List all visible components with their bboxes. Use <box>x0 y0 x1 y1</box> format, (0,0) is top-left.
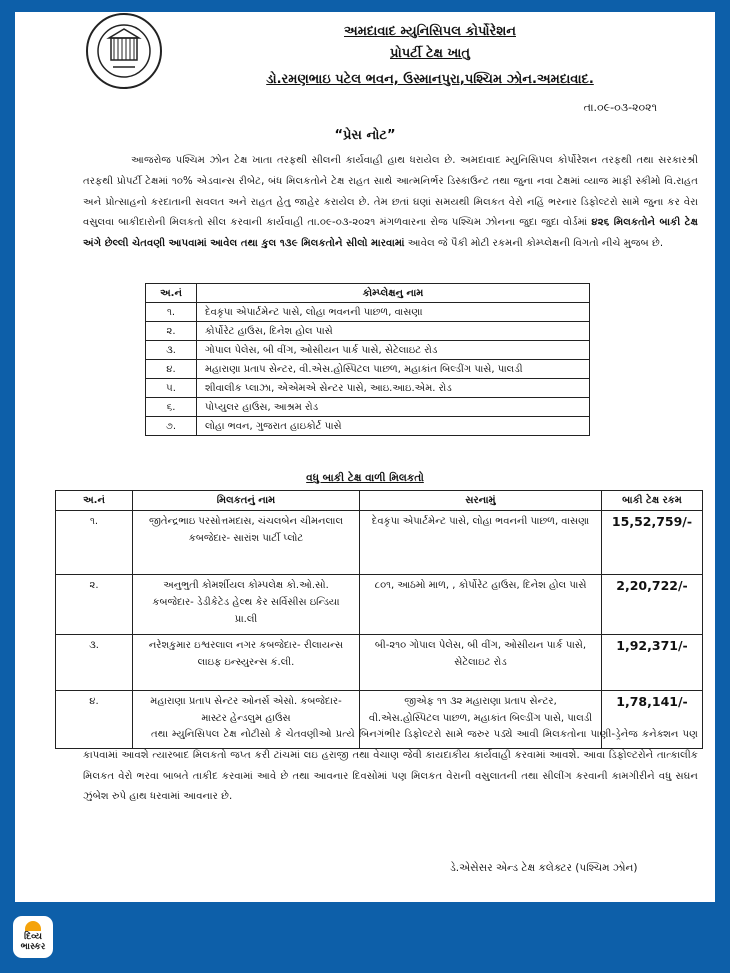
complex-table <box>145 283 590 436</box>
row-number: ૧. <box>146 303 197 322</box>
due-amount: 15,52,759/- <box>602 511 703 575</box>
row-number: ૩. <box>146 341 197 360</box>
row-number: ૧. <box>56 511 133 575</box>
property-address: ૮૦૧, આઠમો માળ, , કોર્પોરેટ હાઉસ, દિનેશ હોલ પાસે <box>360 575 602 635</box>
intro-text-1: આજરોજ પશ્ચિમ ઝોન ટેક્ષ ખાતા તરફથી સીલની કાર્યવાહી હાથ ધરાયેલ છે. અમદાવાદ મ્યુનિસિપલ કોર્પોરેશન તરફથી તથા સરકારશ્રી તરફથી પ્રોપર્ટી ટેક્ષમાં ૧૦% એડવાન્સ રીબેટ, બંધ મિલકતોને ટેક્ષ રાહત સાથે આત્મનિર્ભર ડિસ્કાઉન્ટ તથા જુના નવા ટેક્ષમાં વ્યાજ માફી સ્કીમો વિ.રાહત અને પ્રોત્સાહનો કરદાતાની સવલત અને રાહત હેતુ જાહેર કરાયેલ છે. તેમ છતાં ઘણાં સમયથી મિલકત વેરો નહિં ભરનાર ડિફોલ્ટરો સામે જુના કર વેરા વસુલવા બાકીદારોની મિલકતો સીલ કરવાની કાર્યવાહી તા.૦૯-૦૩-૨૦૨૧ મંગળવારના રોજ પશ્ચિમ ઝોનના જુદા જુદા વોર્ડમાં <box>83 155 698 229</box>
intro-bold-text: ૪૨૬ મિલકતોને બાકી ટેક્ષ અંગે છેલ્લી ચેતવણી આપવામાં આવેલ તથા કુલ ૧૩૯ મિલકતોને સીલો મારવામાં <box>83 217 698 250</box>
logo-line-2: ભાસ્કર <box>20 942 46 952</box>
column-header-due-amount: બાકી ટેક્ષ રકમ <box>602 491 703 511</box>
complex-name: શીવાલીક પ્લાઝા, એએમએ સેન્ટર પાસે, આઇ.આઇ.એમ. રોડ <box>197 379 590 398</box>
signature-line: ડે.એસેસર એન્ડ ટેક્ષ કલેક્ટર (પશ્ચિમ ઝોન) <box>450 862 638 874</box>
row-number: ૪. <box>56 691 133 749</box>
column-header-no: અ.નં <box>56 491 133 511</box>
property-address: જીએફ ૧૧ ૩૨ મહારાણા પ્રતાપ સેન્ટર, વી.એસ.હોસ્પિટલ પાછળ, મહાકાંત બિલ્ડીંગ પાસે, પાલડી <box>360 691 602 749</box>
press-note-page <box>15 12 715 902</box>
closing-paragraph: તથા મ્યુનિસિપલ ટેક્ષ નોટીસો કે ચેતવણીઓ પ્રત્યે બિનગંભીર ડિફોલ્ટરો સામે જરુર પડ્યે આવી મિલકતોના પાણી-ડ્રેનેજ કનેક્શન પણ કાપવામાં આવશે ત્યારબાદ મિલકતો જપ્ત કરી ટાંચમાં લઇ હરાજી તથા વેચાણ જેવી કાયદાકીય કાર્યવાહી કરવામાં આવશે. આવા ડિફોલ્ટરોને તાત્કાલીક મિલકત વેરો ભરવા બાબતે તાકીદ કરવામાં આવે છે તથા આવનાર દિવસોમાં પણ મિલકત વેરાની વસુલાતની તથા સીલીંગ કરવાની કામગીરીને વધુ સઘન ઝુંબેશ રુપે હાથ ધરવામાં આવનાર છે. <box>83 729 698 803</box>
table-row <box>146 303 590 322</box>
column-header-property-name: મિલકતનું નામ <box>133 491 360 511</box>
table-row <box>56 511 703 575</box>
row-number: ૭. <box>146 417 197 436</box>
intro-paragraph <box>83 151 698 255</box>
office-address: ડો.રમણભાઇ પટેલ ભવન, ઉસ્માનપુરા,પશ્ચિમ ઝોન.અમદાવાદ. <box>266 72 594 87</box>
complex-name: મહારાણા પ્રતાપ સેન્ટર, વી.એસ.હોસ્પિટલ પાછળ, મહાકાંત બિલ્ડીંગ પાસે, પાલડી <box>197 360 590 379</box>
due-amount: 1,78,141/- <box>602 691 703 749</box>
complex-name: ગોપાલ પેલેસ, બી વીંગ, ઓસીયન પાર્ક પાસે, સેટેલાઇટ રોડ <box>197 341 590 360</box>
property-table-header <box>56 491 703 511</box>
table-row <box>146 398 590 417</box>
table-row <box>146 360 590 379</box>
complex-name: પોપ્યુલર હાઉસ, આશ્રમ રોડ <box>197 398 590 417</box>
table-row <box>146 341 590 360</box>
row-number: ૬. <box>146 398 197 417</box>
corporation-title: અમદાવાદ મ્યુનિસિપલ કોર્પોરેશન <box>344 24 516 39</box>
property-table <box>55 490 703 749</box>
complex-name: કોર્પોરેટ હાઉસ, દિનેશ હોલ પાસે <box>197 322 590 341</box>
press-note-heading: “પ્રેસ નોટ” <box>334 128 396 143</box>
amc-seal-icon <box>85 12 163 90</box>
complex-name: લોહા ભવન, ગુજરાત હાઇકોર્ટ પાસે <box>197 417 590 436</box>
complex-table-header <box>146 284 590 303</box>
row-number: ૫. <box>146 379 197 398</box>
table-row <box>56 575 703 635</box>
column-header-complex-name: કોમ્પ્લેક્ષનુ નામ <box>197 284 590 303</box>
divya-bhaskar-logo <box>13 916 53 958</box>
property-address: દેવકૃપા એપાર્ટમેન્ટ પાસે, લોહા ભવનની પાછળ, વાસણા <box>360 511 602 575</box>
property-address: બી-૨૧૦ ગોપાલ પેલેસ, બી વીંગ, ઓસીયન પાર્ક પાસે, સેટેલાઇટ રોડ <box>360 635 602 691</box>
due-amount: 1,92,371/- <box>602 635 703 691</box>
intro-text-2: આવેલ જે પૈકી મોટી રકમની કોમ્પ્લેક્ષની વિગતો નીચે મુજબ છે. <box>404 238 664 250</box>
property-table-caption: વધુ બાકી ટેક્ષ વાળી મિલકતો <box>306 472 424 484</box>
row-number: ૨. <box>56 575 133 635</box>
department-title: પ્રોપર્ટી ટેક્ષ ખાતુ <box>390 46 470 61</box>
table-row <box>146 379 590 398</box>
complex-name: દેવકૃપા એપાર્ટમેન્ટ પાસે, લોહા ભવનની પાછળ, વાસણા <box>197 303 590 322</box>
row-number: ૨. <box>146 322 197 341</box>
note-date: તા.૦૯-૦૩-૨૦૨૧ <box>583 101 657 114</box>
row-number: ૪. <box>146 360 197 379</box>
property-name: નરેશકુમાર ઇશ્વરલાલ નગર કબજેદાર- રીલાયન્સ લાઇફ ઇન્સ્યુરન્સ કં.લી. <box>133 635 360 691</box>
table-row <box>146 417 590 436</box>
table-row <box>56 635 703 691</box>
logo-sun-icon <box>25 921 41 931</box>
logo-line-1: દિવ્ય <box>24 932 42 942</box>
column-header-no: અ.નં <box>146 284 197 303</box>
property-name: મહારાણા પ્રતાપ સેન્ટર ઓનર્સ એસો. કબજેદાર-માસ્ટર હેન્ડલુમ હાઉસ <box>133 691 360 749</box>
property-name: જીતેન્દ્રભાઇ પરસોત્તમદાસ, ચંચલબેન ચીમનલાલ કબજેદાર- સારાંશ પાર્ટી પ્લોટ <box>133 511 360 575</box>
row-number: ૩. <box>56 635 133 691</box>
column-header-address: સરનામું <box>360 491 602 511</box>
due-amount: 2,20,722/- <box>602 575 703 635</box>
property-name: અનુભુતી કોમર્શીયલ કોમ્પલેક્ષ કો.ઓ.સો. કબજેદાર- ડેડીકેટેડ હેલ્થ કેર સર્વિસીસ ઇન્ડિયા પ્રા.લી <box>133 575 360 635</box>
table-row <box>146 322 590 341</box>
